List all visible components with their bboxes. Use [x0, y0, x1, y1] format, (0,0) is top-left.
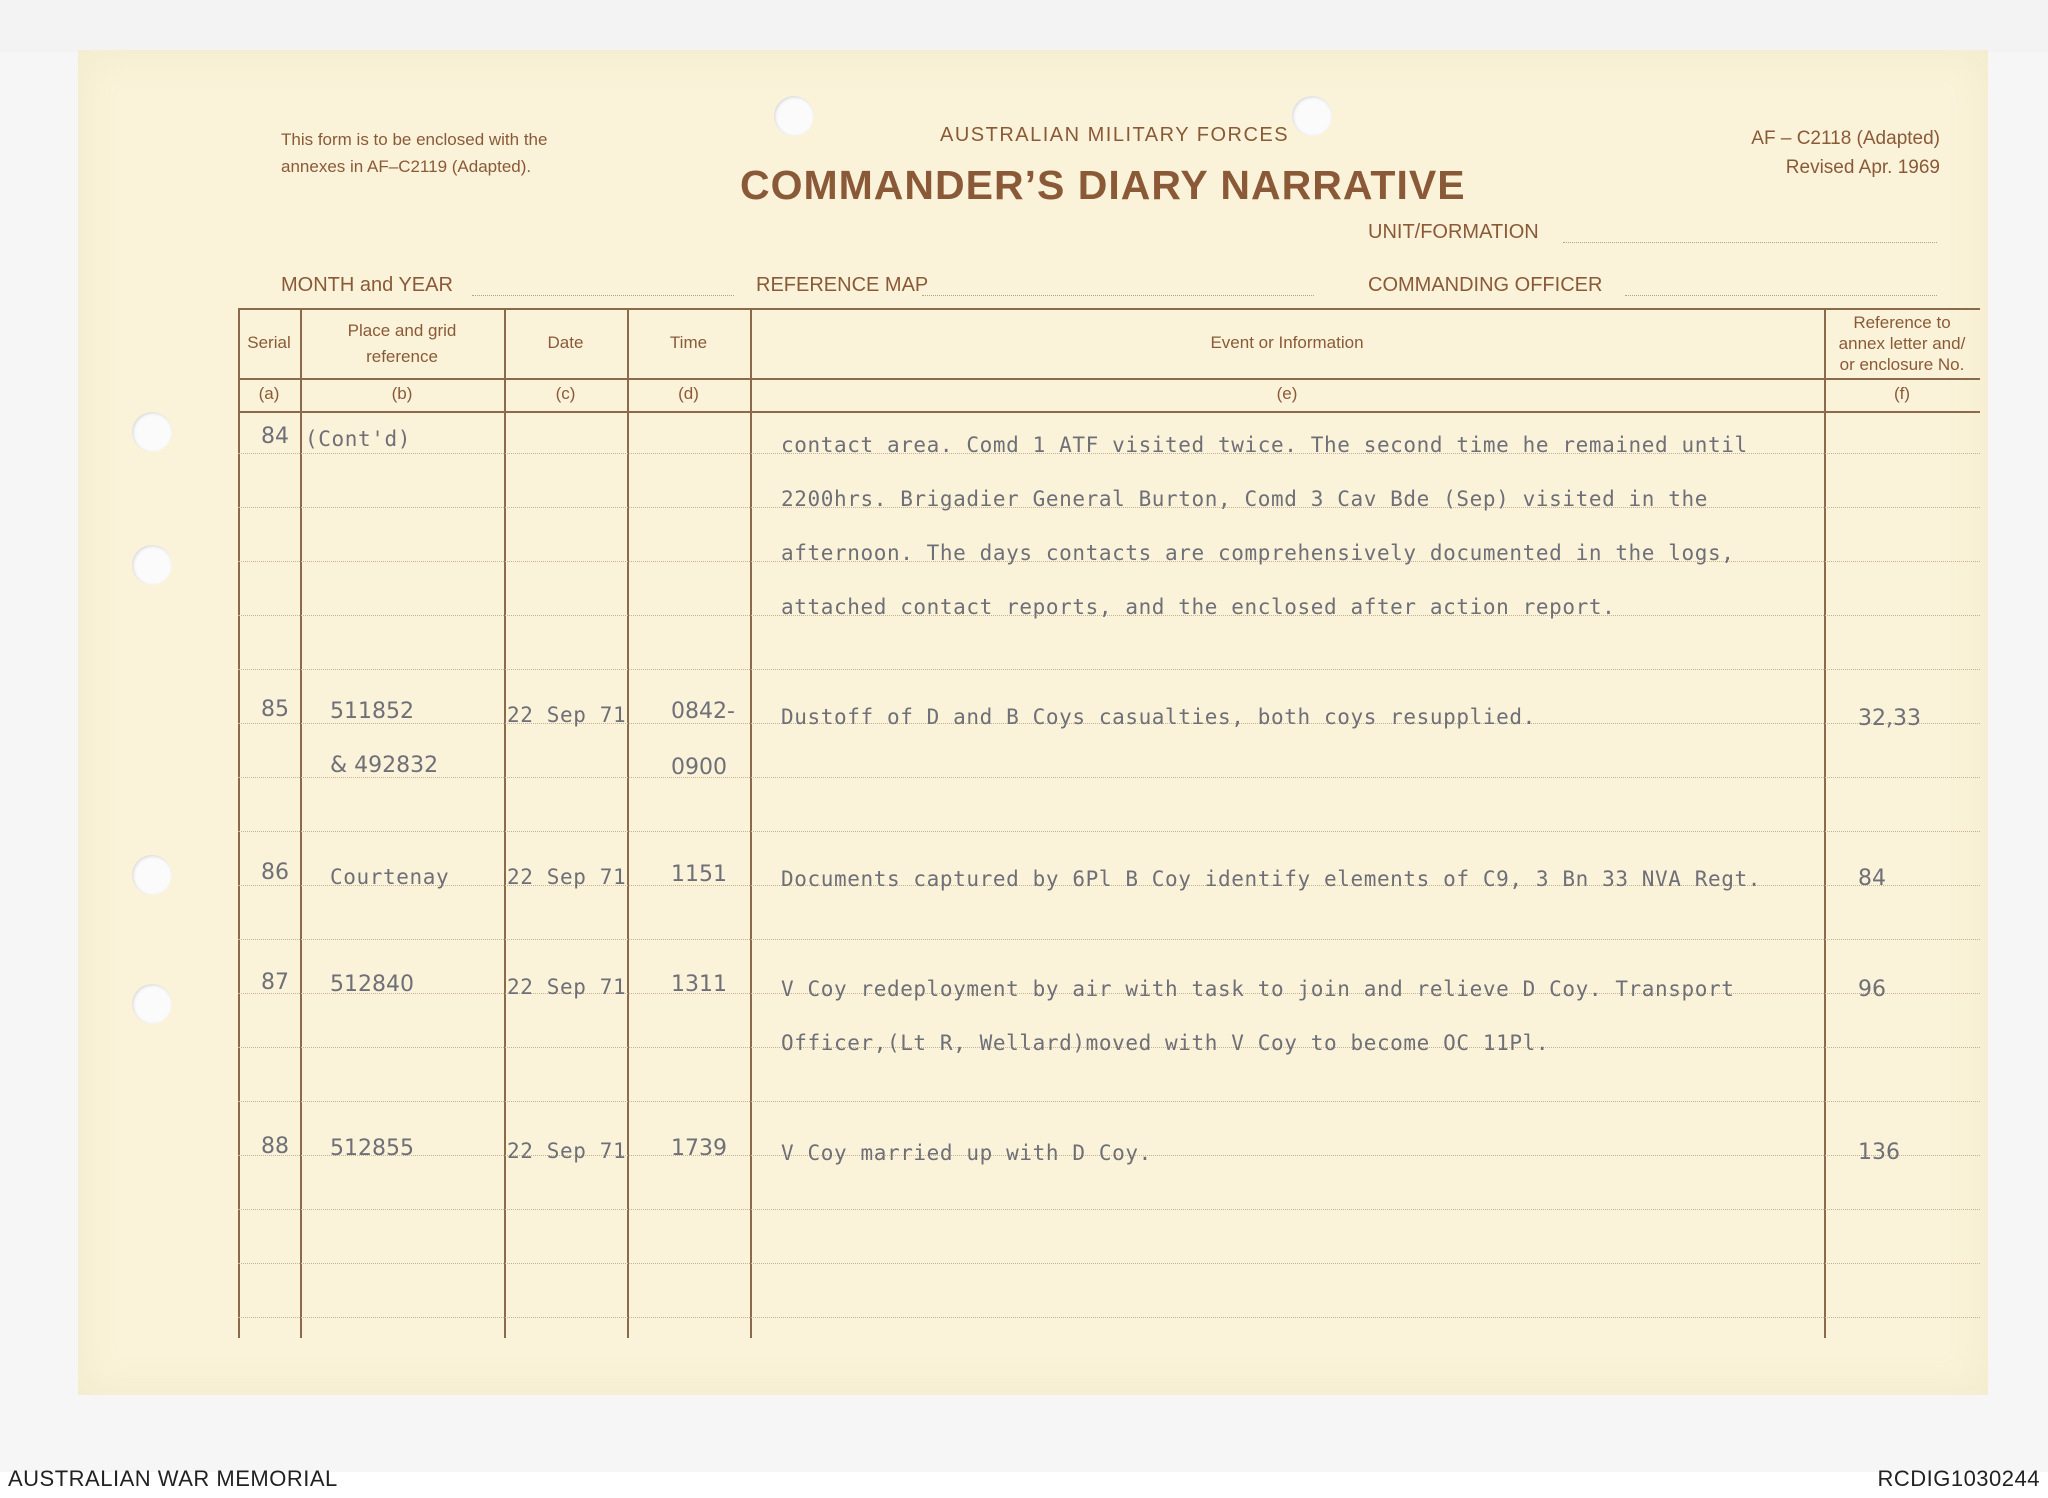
table-top-border — [238, 308, 1980, 310]
writing-rule — [238, 1317, 1980, 1318]
entry-86-time: 1151 — [671, 862, 727, 887]
punch-hole-side-4 — [132, 984, 172, 1024]
col-divider-2 — [504, 308, 506, 1338]
col-header-place — [300, 320, 504, 367]
writing-rule — [238, 669, 1980, 670]
col-letter-c: (c) — [555, 384, 576, 403]
letter-row-bottom-border — [238, 411, 1980, 413]
entry-88-date: 22 Sep 71 — [507, 1139, 627, 1163]
col-letter-d: (d) — [678, 384, 699, 403]
footer-source-label: AUSTRALIAN WAR MEMORIAL — [8, 1466, 338, 1491]
writing-rule — [238, 939, 1980, 940]
unit-formation-line — [1563, 242, 1937, 243]
col-header-ref-line3: or enclosure No. — [1839, 355, 1965, 374]
header-bottom-border — [238, 378, 1980, 380]
reference-map-label: REFERENCE MAP — [756, 274, 929, 296]
entry-86-reference: 84 — [1858, 866, 1886, 891]
entry-85-reference: 32,33 — [1858, 706, 1921, 731]
footer-image-id: RCDIG1030244 — [1877, 1466, 2040, 1491]
entry-84-event-line1: contact area. Comd 1 ATF visited twice. The second time he remained until — [781, 433, 1748, 457]
col-header-date: Date — [547, 333, 584, 352]
col-divider-5 — [1824, 308, 1826, 1338]
col-header-place-line1: Place and grid — [347, 321, 457, 340]
entry-86-place: Courtenay — [330, 865, 450, 889]
writing-rule — [238, 1209, 1980, 1210]
month-year-line — [472, 295, 734, 296]
commanding-officer-line — [1625, 295, 1937, 296]
entry-87-serial: 87 — [261, 970, 289, 995]
col-divider-4 — [750, 308, 752, 1338]
entry-84-event-line3: afternoon. The days contacts are comprehensively documented in the logs, — [781, 541, 1735, 565]
entry-86-serial: 86 — [261, 860, 289, 885]
entry-88-event: V Coy married up with D Coy. — [781, 1141, 1152, 1165]
col-letter-a: (a) — [258, 384, 280, 403]
enclosure-note — [281, 126, 547, 180]
form-number-label: AF – C2118 (Adapted) — [1751, 128, 1940, 149]
entry-87-event-line1: V Coy redeployment by air with task to join and relieve D Coy. Transport — [781, 977, 1735, 1001]
entry-86-date: 22 Sep 71 — [507, 865, 627, 889]
unit-formation-label: UNIT/FORMATION — [1368, 221, 1539, 243]
form-number — [1751, 124, 1940, 182]
punch-hole-top-right — [1292, 96, 1332, 136]
writing-rule — [238, 1263, 1980, 1264]
entry-88-place: 512855 — [330, 1136, 414, 1161]
entry-85-time-line2: 0900 — [671, 755, 727, 780]
entry-88-serial: 88 — [261, 1134, 289, 1159]
entry-87-time: 1311 — [671, 972, 727, 997]
month-year-label: MONTH and YEAR — [281, 274, 453, 296]
entry-87-place: 512840 — [330, 972, 414, 997]
page-title: COMMANDER’S DIARY NARRATIVE — [740, 162, 1466, 208]
writing-rule — [238, 777, 1980, 778]
entry-84-place: (Cont'd) — [305, 427, 411, 451]
col-header-event: Event or Information — [1210, 333, 1364, 352]
col-header-ref-line2: annex letter and/ — [1838, 334, 1966, 353]
entry-85-time-line1: 0842- — [671, 699, 735, 724]
col-divider-0 — [238, 308, 240, 1338]
entry-85-place-line2: & 492832 — [330, 753, 439, 778]
col-header-time: Time — [669, 333, 708, 352]
writing-rule — [238, 831, 1980, 832]
commanding-officer-label: COMMANDING OFFICER — [1368, 274, 1603, 296]
entry-84-event-line4: attached contact reports, and the enclosed after action report. — [781, 595, 1616, 619]
col-letter-e: (e) — [1276, 384, 1298, 403]
entry-85-date: 22 Sep 71 — [507, 703, 627, 727]
entry-85-event: Dustoff of D and B Coys casualties, both coys resupplied. — [781, 705, 1536, 729]
col-header-ref-line1: Reference to — [1853, 313, 1951, 332]
entry-88-reference: 136 — [1858, 1140, 1900, 1165]
entry-84-serial: 84 — [261, 424, 289, 449]
entry-87-date: 22 Sep 71 — [507, 975, 627, 999]
diary-table — [238, 308, 1980, 1338]
entry-84-event-line2: 2200hrs. Brigadier General Burton, Comd 3 Cav Bde (Sep) visited in the — [781, 487, 1709, 511]
col-header-serial: Serial — [247, 333, 291, 352]
col-divider-1 — [300, 308, 302, 1338]
col-header-place-line2: reference — [366, 347, 438, 366]
col-letter-b: (b) — [391, 384, 413, 403]
scan-top-band — [0, 0, 2048, 52]
entry-88-time: 1739 — [671, 1136, 727, 1161]
punch-hole-side-1 — [132, 412, 172, 452]
entry-87-reference: 96 — [1858, 977, 1886, 1002]
enclosure-note-line-1: This form is to be enclosed with the — [281, 130, 548, 149]
col-letter-f: (f) — [1893, 384, 1911, 403]
entry-86-event: Documents captured by 6Pl B Coy identify elements of C9, 3 Bn 33 NVA Regt. — [781, 867, 1761, 891]
entry-87-event-line2: Officer,(Lt R, Wellard)moved with V Coy to become OC 11Pl. — [781, 1031, 1550, 1055]
col-divider-3 — [627, 308, 629, 1338]
punch-hole-top-left — [774, 96, 814, 136]
writing-rule — [238, 1101, 1980, 1102]
reference-map-line — [922, 295, 1314, 296]
punch-hole-side-2 — [132, 545, 172, 585]
forces-heading: AUSTRALIAN MILITARY FORCES — [940, 124, 1290, 146]
punch-hole-side-3 — [132, 855, 172, 895]
entry-85-serial: 85 — [261, 697, 289, 722]
col-header-reference — [1824, 312, 1980, 375]
revision-label: Revised Apr. 1969 — [1785, 157, 1940, 178]
entry-85-place-line1: 511852 — [330, 699, 414, 724]
enclosure-note-line-2: annexes in AF–C2119 (Adapted). — [281, 157, 532, 176]
